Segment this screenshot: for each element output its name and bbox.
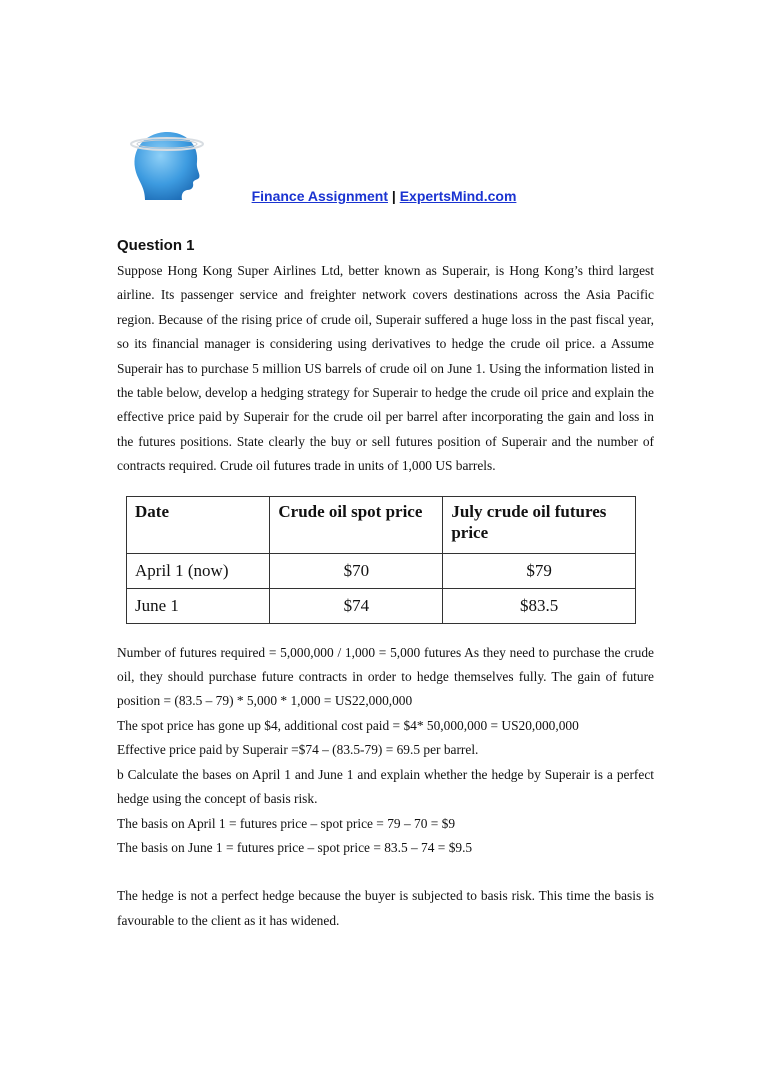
table-cell: $74 <box>270 588 443 623</box>
table-row <box>127 553 636 588</box>
spacer <box>117 860 654 884</box>
answer-paragraph: Number of futures required = 5,000,000 / 1,000 = 5,000 futures As they need to purchase the crude oil, they should purchase future contracts in order to hedge themselves fully. The gain of future position = (83.5 – 79) * 5,000 * 1,000 = US22,000,000 <box>117 644 654 709</box>
price-table <box>126 496 636 624</box>
table-cell: June 1 <box>127 588 270 623</box>
table-cell: $70 <box>270 553 443 588</box>
question-title: Question 1 <box>117 237 195 254</box>
answer-line: Effective price paid by Superair =$74 – (83.5-79) = 69.5 per barrel. <box>117 742 479 758</box>
answer-line: The spot price has gone up $4, additional cost paid = $4* 50,000,000 = US20,000,000 <box>117 717 579 733</box>
answer-section <box>117 641 654 933</box>
table-header-cell: July crude oil futures price <box>443 496 636 553</box>
site-header <box>0 188 768 204</box>
table-cell: $79 <box>443 553 636 588</box>
table-cell: $83.5 <box>443 588 636 623</box>
question-paragraph: Suppose Hong Kong Super Airlines Ltd, better known as Superair, is Hong Kong’s third largest airline. Its passenger service and freighter network covers destinations across the Asia Pacific region. Because of the rising price of crude oil, Superair suffered a huge loss in the past fiscal year, so its financial manager is considering using derivatives to hedge the crude oil price. a Assume Superair has to purchase 5 million US barrels of crude oil on June 1. Using the information listed in the table below, develop a hedging strategy for Superair to hedge the crude oil price and explain the effective price paid by Superair for the crude oil per barrel after incorporating the gain and loss in the futures positions. State clearly the buy or sell futures position of Superair and the number of contracts required. Crude oil futures trade in units of 1,000 US barrels. <box>117 263 654 474</box>
header-separator: | <box>388 188 400 204</box>
answer-paragraph: b Calculate the bases on April 1 and June 1 and explain whether the hedge by Superair is a perfect hedge using the concept of basis risk. <box>117 766 654 807</box>
table-cell: April 1 (now) <box>127 553 270 588</box>
finance-assignment-link[interactable]: Finance Assignment <box>251 188 388 204</box>
table-header-cell: Date <box>127 496 270 553</box>
table-row <box>127 588 636 623</box>
table-header-row <box>127 496 636 553</box>
table-header-cell: Crude oil spot price <box>270 496 443 553</box>
answer-line: The basis on April 1 = futures price – spot price = 79 – 70 = $9 <box>117 815 456 831</box>
price-table-wrapper <box>126 496 654 624</box>
answer-line: The basis on June 1 = futures price – spot price = 83.5 – 74 = $9.5 <box>117 839 473 855</box>
document-body <box>117 237 654 933</box>
answer-paragraph: The hedge is not a perfect hedge because the buyer is subjected to basis risk. This time the basis is favourable to the client as it has widened. <box>117 888 654 928</box>
expertsmind-link[interactable]: ExpertsMind.com <box>399 188 517 204</box>
